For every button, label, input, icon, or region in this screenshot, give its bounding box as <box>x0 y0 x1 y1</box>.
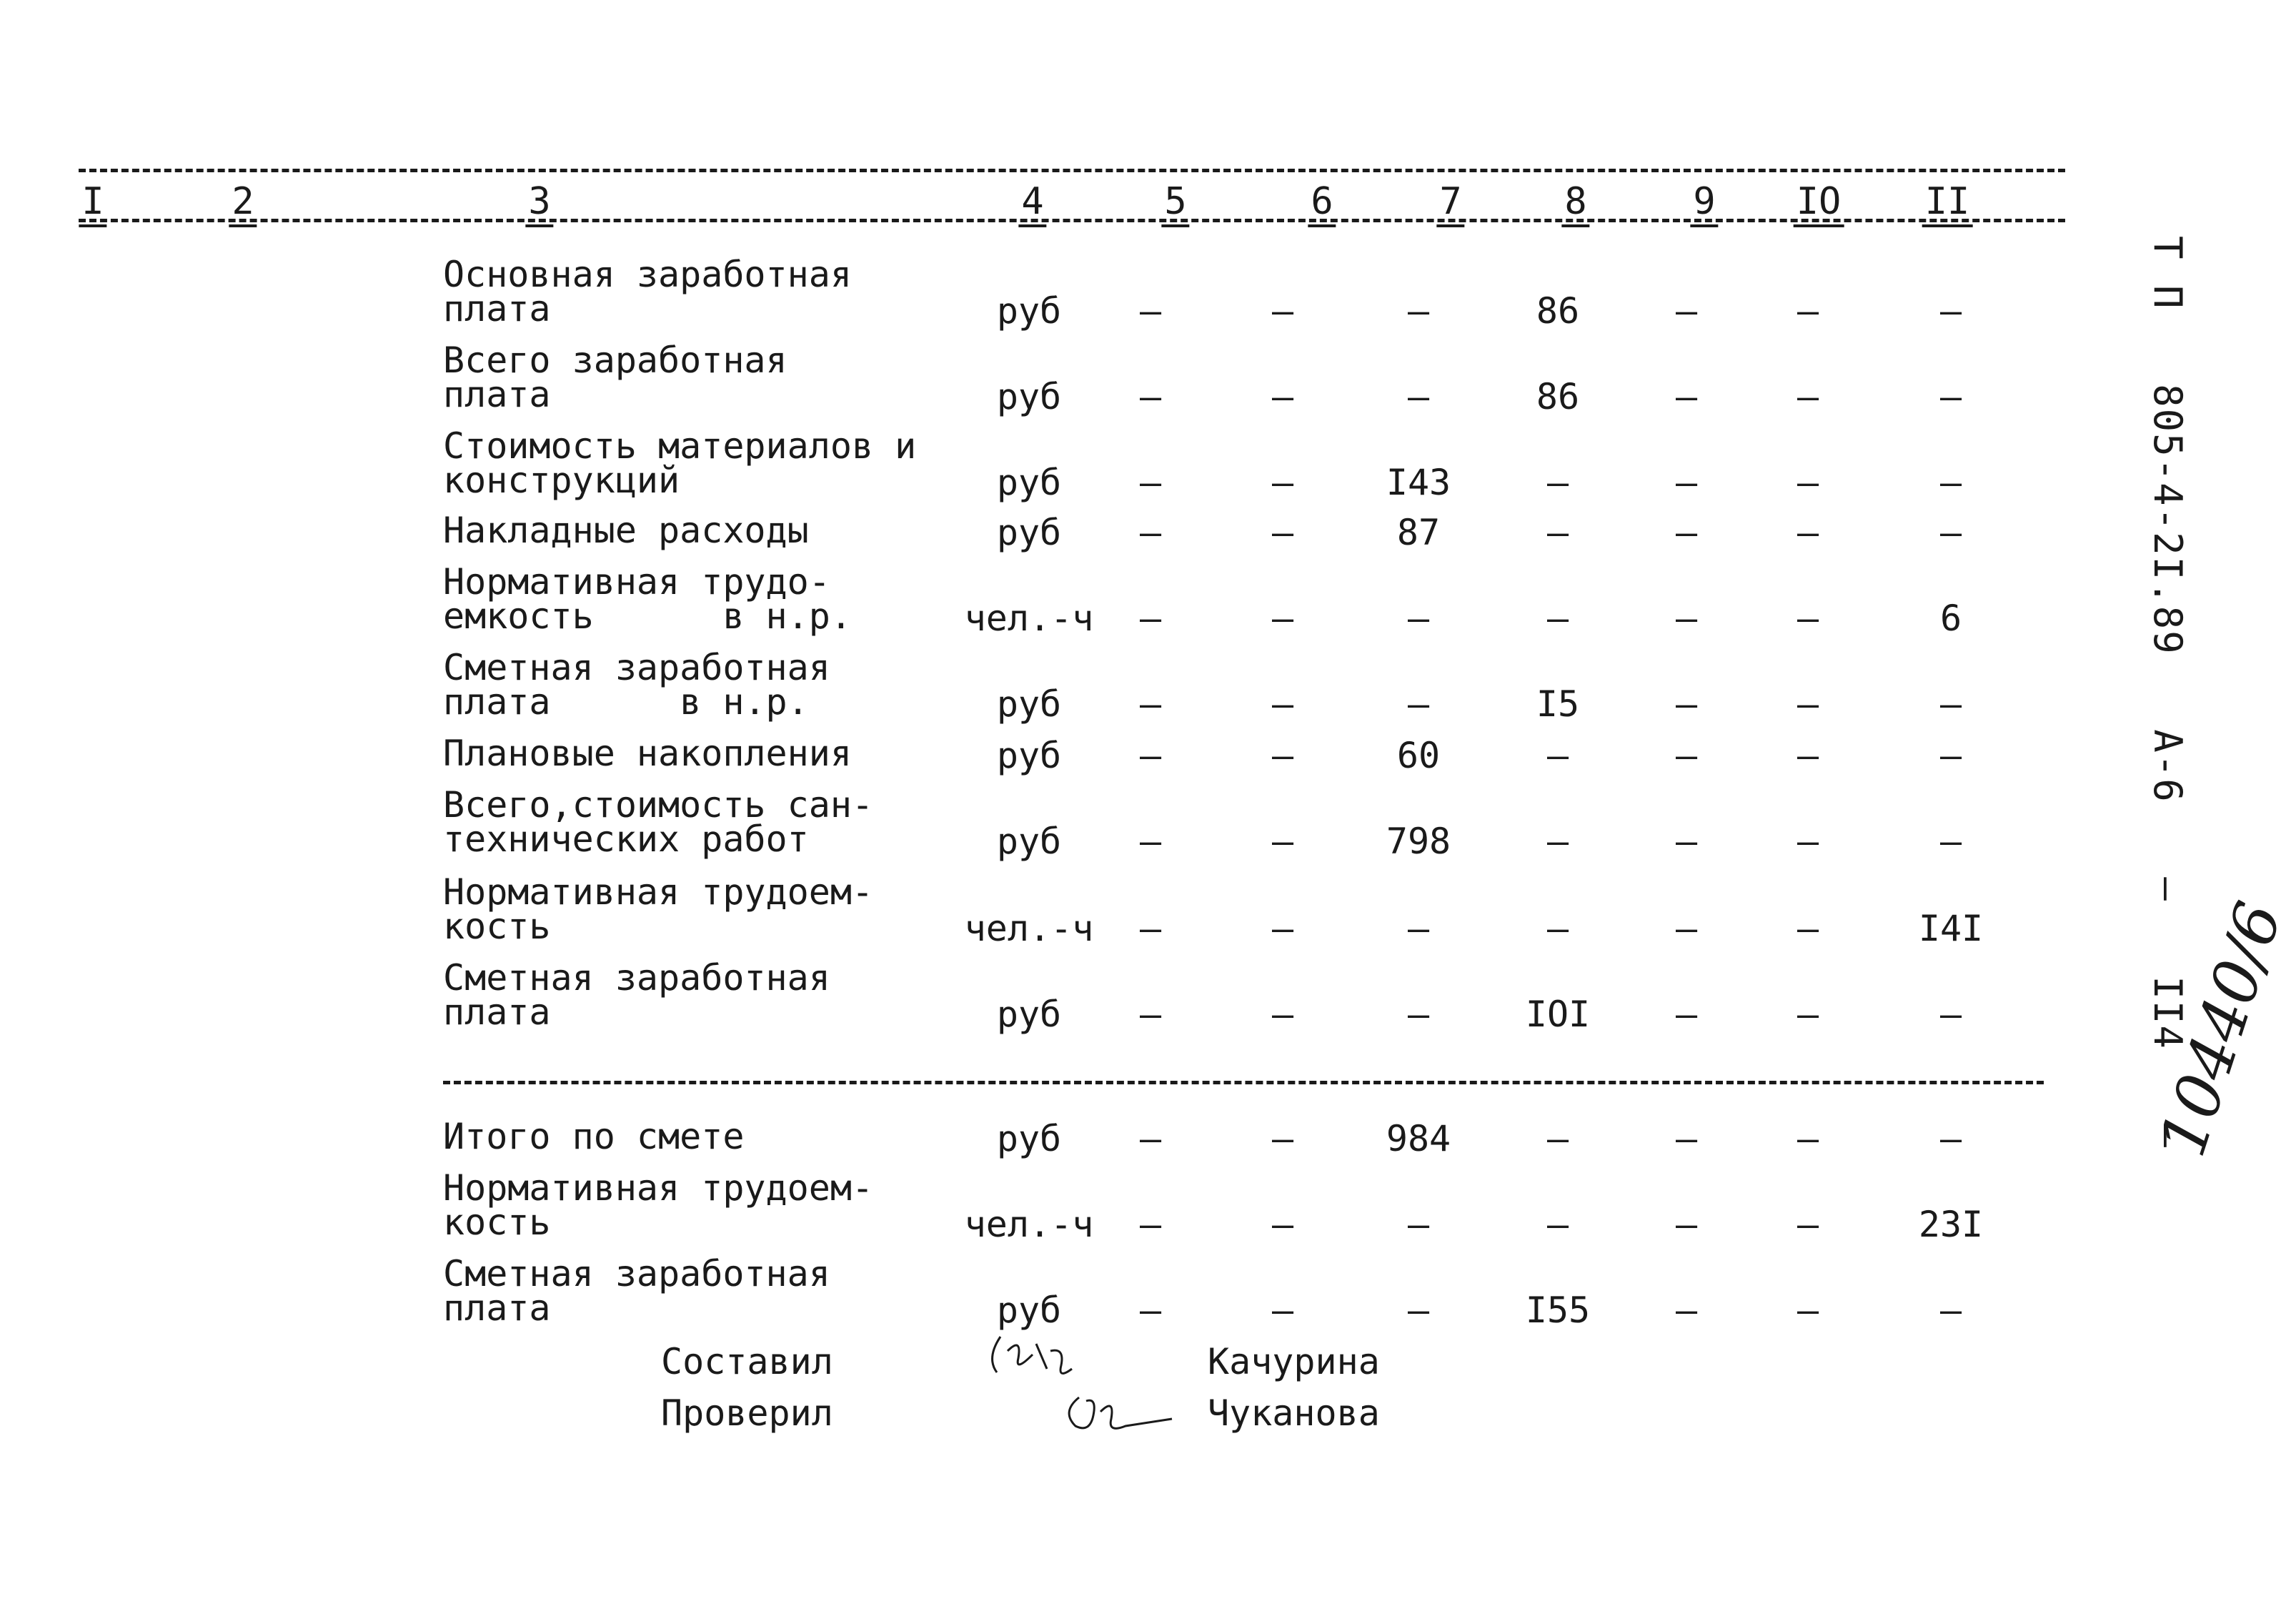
row-cell-col-8: IOI <box>1525 994 1591 1035</box>
row-cell-col-5: – <box>1139 598 1162 639</box>
row-cell-col-7: I43 <box>1386 462 1451 503</box>
row-cell-col-10: – <box>1796 1118 1819 1159</box>
row-cell-col-6: – <box>1271 908 1294 949</box>
row-cell-col-5: – <box>1139 376 1162 417</box>
row-cell-col-9: – <box>1675 994 1698 1035</box>
row-unit: чел.-ч <box>964 598 1094 639</box>
row-cell-col-5: – <box>1139 462 1162 503</box>
row-cell-col-5: – <box>1139 994 1162 1035</box>
row-cell-col-6: – <box>1271 994 1294 1035</box>
row-cell-col-11: – <box>1939 376 1962 417</box>
signature-scribble-composer <box>979 1330 1122 1387</box>
document-code: Т П 805-4-2I.89 А-6 – II4 – <box>2145 236 2190 1149</box>
row-cell-col-6: – <box>1271 683 1294 725</box>
row-cell-col-7: 984 <box>1386 1118 1451 1159</box>
row-cell-col-6: – <box>1271 462 1294 503</box>
signature-scribble-checker <box>1058 1383 1179 1440</box>
row-cell-col-11: – <box>1939 994 1962 1035</box>
checked-name: Чуканова <box>1208 1392 1380 1434</box>
totals-separator <box>443 1081 2044 1084</box>
row-cell-col-11: – <box>1939 821 1962 862</box>
row-cell-col-10: – <box>1796 290 1819 332</box>
row-cell-col-9: – <box>1675 735 1698 776</box>
row-label: Нормативная трудоем- кость <box>443 1167 874 1243</box>
row-cell-col-11: – <box>1939 290 1962 332</box>
row-cell-col-6: – <box>1271 290 1294 332</box>
column-number-10: IO <box>1794 183 1844 227</box>
row-cell-col-7: 798 <box>1386 821 1451 862</box>
row-cell-col-8: – <box>1546 462 1569 503</box>
row-cell-col-7: – <box>1407 683 1430 725</box>
row-label: Сметная заработная плата <box>443 957 830 1033</box>
row-cell-col-8: – <box>1546 821 1569 862</box>
row-cell-col-11: – <box>1939 462 1962 503</box>
row-cell-col-7: – <box>1407 290 1430 332</box>
row-cell-col-7: 87 <box>1396 512 1441 553</box>
column-number-8: 8 <box>1561 183 1589 227</box>
handwritten-inventory-number: 10440/6 <box>2145 893 2296 1165</box>
row-cell-col-6: – <box>1271 598 1294 639</box>
row-cell-col-6: – <box>1271 512 1294 553</box>
row-cell-col-5: – <box>1139 735 1162 776</box>
row-cell-col-8: 86 <box>1536 376 1580 417</box>
row-cell-col-8: – <box>1546 512 1569 553</box>
row-unit: руб <box>996 376 1062 417</box>
row-cell-col-11: 23I <box>1918 1204 1984 1245</box>
header-bottom-rule <box>79 219 2065 222</box>
row-unit: руб <box>996 512 1062 553</box>
row-label: Накладные расходы <box>443 510 809 551</box>
row-cell-col-6: – <box>1271 1289 1294 1331</box>
row-unit: руб <box>996 1118 1062 1159</box>
row-label: Нормативная трудо- емкость в н.р. <box>443 561 852 637</box>
row-cell-col-7: – <box>1407 1289 1430 1331</box>
row-cell-col-7: – <box>1407 1204 1430 1245</box>
row-cell-col-8: 86 <box>1536 290 1580 332</box>
row-cell-col-5: – <box>1139 512 1162 553</box>
row-unit: чел.-ч <box>964 1204 1094 1245</box>
row-cell-col-11: I4I <box>1918 908 1984 949</box>
row-cell-col-6: – <box>1271 735 1294 776</box>
column-number-1: I <box>79 183 106 227</box>
row-cell-col-9: – <box>1675 376 1698 417</box>
row-cell-col-6: – <box>1271 821 1294 862</box>
column-number-2: 2 <box>229 183 257 227</box>
row-cell-col-8: – <box>1546 735 1569 776</box>
row-cell-col-7: – <box>1407 376 1430 417</box>
row-unit: руб <box>996 462 1062 503</box>
checked-label: Проверил <box>661 1392 833 1434</box>
row-cell-col-8: – <box>1546 908 1569 949</box>
row-unit: руб <box>996 1289 1062 1331</box>
row-unit: руб <box>996 683 1062 725</box>
row-cell-col-9: – <box>1675 908 1698 949</box>
row-cell-col-10: – <box>1796 994 1819 1035</box>
column-number-4: 4 <box>1018 183 1046 227</box>
row-cell-col-10: – <box>1796 1204 1819 1245</box>
row-unit: чел.-ч <box>964 908 1094 949</box>
column-number-11: II <box>1922 183 1973 227</box>
column-number-5: 5 <box>1161 183 1189 227</box>
row-cell-col-5: – <box>1139 1289 1162 1331</box>
row-unit: руб <box>996 821 1062 862</box>
row-cell-col-10: – <box>1796 908 1819 949</box>
row-cell-col-9: – <box>1675 462 1698 503</box>
column-number-9: 9 <box>1690 183 1718 227</box>
row-cell-col-6: – <box>1271 1204 1294 1245</box>
row-cell-col-9: – <box>1675 821 1698 862</box>
row-cell-col-8: I55 <box>1525 1289 1591 1331</box>
row-cell-col-8: I5 <box>1536 683 1580 725</box>
row-unit: руб <box>996 290 1062 332</box>
composed-label: Составил <box>661 1341 833 1382</box>
row-cell-col-7: 60 <box>1396 735 1441 776</box>
row-cell-col-6: – <box>1271 1118 1294 1159</box>
row-cell-col-5: – <box>1139 290 1162 332</box>
row-cell-col-11: – <box>1939 683 1962 725</box>
row-cell-col-6: – <box>1271 376 1294 417</box>
row-cell-col-10: – <box>1796 735 1819 776</box>
row-cell-col-10: – <box>1796 821 1819 862</box>
row-cell-col-5: – <box>1139 821 1162 862</box>
row-cell-col-7: – <box>1407 598 1430 639</box>
row-label: Основная заработная плата <box>443 254 852 330</box>
row-cell-col-11: – <box>1939 1118 1962 1159</box>
column-number-7: 7 <box>1436 183 1464 227</box>
column-number-3: 3 <box>525 183 553 227</box>
row-cell-col-10: – <box>1796 598 1819 639</box>
row-label: Нормативная трудоем- кость <box>443 871 874 947</box>
row-label: Всего,стоимость сан- технических работ <box>443 784 874 860</box>
row-cell-col-11: – <box>1939 1289 1962 1331</box>
row-cell-col-9: – <box>1675 598 1698 639</box>
row-cell-col-9: – <box>1675 683 1698 725</box>
row-cell-col-8: – <box>1546 1118 1569 1159</box>
row-cell-col-10: – <box>1796 1289 1819 1331</box>
row-cell-col-5: – <box>1139 1118 1162 1159</box>
row-cell-col-7: – <box>1407 994 1430 1035</box>
row-label: Плановые накопления <box>443 733 852 774</box>
row-cell-col-5: – <box>1139 908 1162 949</box>
row-label: Всего заработная плата <box>443 340 787 415</box>
row-cell-col-11: – <box>1939 735 1962 776</box>
row-cell-col-5: – <box>1139 1204 1162 1245</box>
row-cell-col-10: – <box>1796 683 1819 725</box>
row-label: Сметная заработная плата в н.р. <box>443 647 830 723</box>
row-cell-col-7: – <box>1407 908 1430 949</box>
row-cell-col-5: – <box>1139 683 1162 725</box>
row-cell-col-9: – <box>1675 1204 1698 1245</box>
row-cell-col-8: – <box>1546 1204 1569 1245</box>
row-cell-col-11: 6 <box>1939 598 1962 639</box>
column-number-6: 6 <box>1308 183 1336 227</box>
row-unit: руб <box>996 735 1062 776</box>
header-top-rule <box>79 169 2065 172</box>
row-cell-col-10: – <box>1796 376 1819 417</box>
row-cell-col-8: – <box>1546 598 1569 639</box>
row-cell-col-9: – <box>1675 1118 1698 1159</box>
row-label: Стоимость материалов и конструкций <box>443 425 917 501</box>
row-cell-col-9: – <box>1675 1289 1698 1331</box>
composed-name: Качурина <box>1208 1341 1380 1382</box>
row-cell-col-10: – <box>1796 462 1819 503</box>
row-label: Сметная заработная плата <box>443 1253 830 1329</box>
row-cell-col-11: – <box>1939 512 1962 553</box>
row-cell-col-9: – <box>1675 290 1698 332</box>
row-label: Итого по смете <box>443 1116 745 1157</box>
row-cell-col-10: – <box>1796 512 1819 553</box>
row-unit: руб <box>996 994 1062 1035</box>
row-cell-col-9: – <box>1675 512 1698 553</box>
